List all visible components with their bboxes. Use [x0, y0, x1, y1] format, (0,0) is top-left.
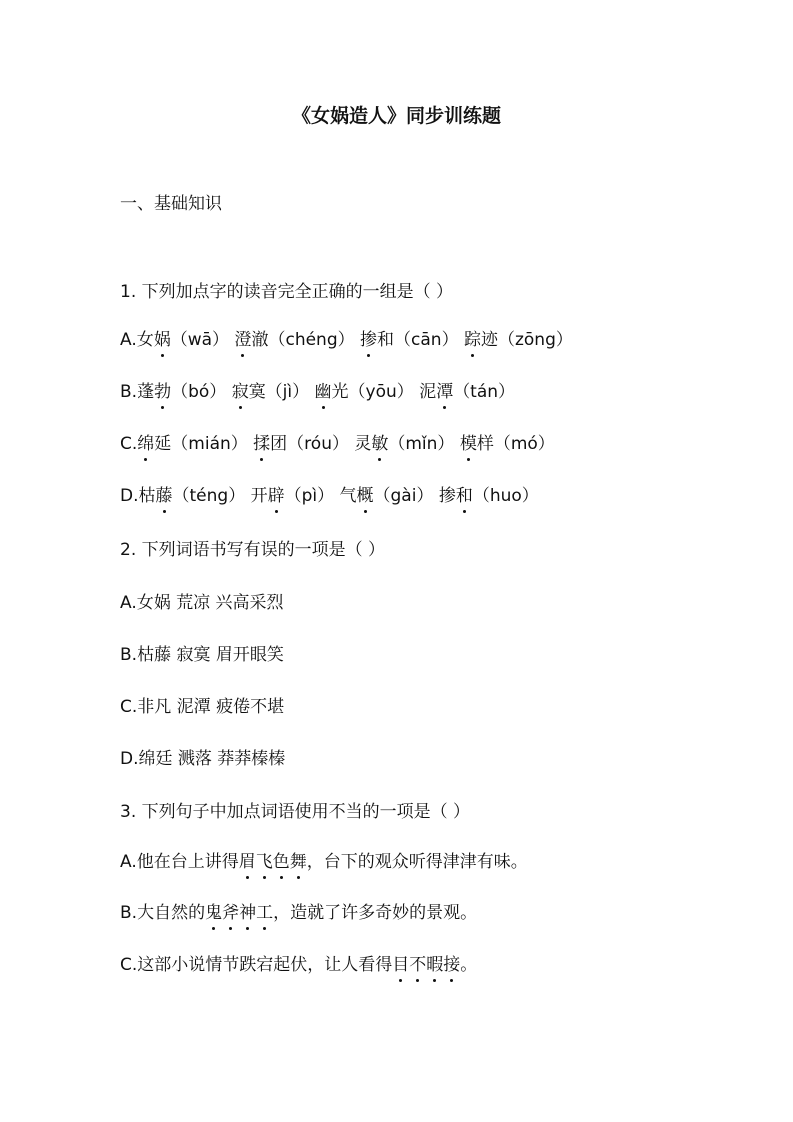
text-segment: 团（róu） 灵 — [270, 434, 372, 454]
text-segment: 2. 下列词语书写有误的一项是（ ） — [120, 540, 386, 560]
emphasized-character: 眉 — [239, 849, 256, 875]
text-segment: 寞（jì） — [248, 382, 315, 402]
text-segment: （huo） — [472, 486, 539, 506]
emphasized-character: 辟 — [268, 483, 285, 509]
text-segment: A.女娲 荒凉 兴高采烈 — [120, 593, 284, 613]
emphasized-character: 目 — [392, 952, 409, 978]
emphasized-character: 概 — [357, 483, 374, 509]
text-segment: ，造就了许多奇妙的景观。 — [273, 903, 478, 923]
document-title: 《女娲造人》同步训练题 — [291, 105, 501, 127]
emphasized-character: 舞 — [290, 849, 307, 875]
emphasized-character: 和 — [456, 483, 473, 509]
emphasized-character: 澄 — [234, 327, 251, 353]
question-3-option-c — [120, 952, 477, 978]
emphasized-character: 模 — [460, 431, 477, 457]
question-2-option-d — [120, 746, 285, 772]
emphasized-character: 幽 — [315, 379, 332, 405]
text-segment: B.大自然的 — [120, 903, 206, 923]
text-segment: （pì） 气 — [284, 486, 357, 506]
text-segment: 样（mó） — [476, 434, 555, 454]
text-segment: （mǐn） — [388, 434, 460, 454]
question-3-stem — [120, 799, 470, 825]
question-1-option-b — [120, 379, 515, 405]
emphasized-character: 潭 — [436, 379, 453, 405]
emphasized-character: 娲 — [154, 327, 171, 353]
emphasized-character: 色 — [273, 849, 290, 875]
emphasized-character: 藤 — [156, 483, 173, 509]
text-segment: （tán） — [453, 382, 516, 402]
question-2-option-c — [120, 694, 284, 720]
text-segment: 。 — [460, 955, 478, 975]
text-segment: B.蓬 — [120, 382, 155, 402]
text-segment: （gài） 掺 — [373, 486, 456, 506]
text-segment: D.枯 — [120, 486, 156, 506]
question-2-stem — [120, 537, 385, 563]
question-2-option-a — [120, 590, 284, 616]
emphasized-character: 掺 — [360, 327, 377, 353]
text-segment: 1. 下列加点字的读音完全正确的一组是（ ） — [120, 282, 454, 302]
text-segment: A.他在台上讲得 — [120, 852, 239, 872]
question-1-option-c — [120, 431, 555, 457]
emphasized-character: 绵 — [137, 431, 154, 457]
text-segment: 3. 下列句子中加点词语使用不当的一项是（ ） — [120, 802, 471, 822]
question-1-stem — [120, 279, 453, 305]
section-heading: 一、基础知识 — [120, 194, 222, 214]
text-segment: C. — [120, 434, 138, 454]
question-3-option-a — [120, 849, 528, 875]
emphasized-character: 敏 — [371, 431, 388, 457]
text-segment: 和（cān） — [377, 330, 464, 350]
text-segment: 延（mián） — [154, 434, 254, 454]
emphasized-character: 飞 — [256, 849, 273, 875]
emphasized-character: 鬼 — [205, 900, 222, 926]
emphasized-character: 工 — [256, 900, 273, 926]
text-segment: （wā） — [170, 330, 235, 350]
question-1-option-d — [120, 483, 539, 509]
text-segment: （téng） 开 — [172, 486, 268, 506]
emphasized-character: 踪 — [464, 327, 481, 353]
question-3-option-b — [120, 900, 477, 926]
text-segment: D.绵廷 溅落 莽莽榛榛 — [120, 749, 286, 769]
question-1-option-a — [120, 327, 573, 353]
emphasized-character: 接 — [443, 952, 460, 978]
question-2-option-b — [120, 642, 284, 668]
emphasized-character: 揉 — [253, 431, 270, 457]
text-segment: C.非凡 泥潭 疲倦不堪 — [120, 697, 285, 717]
text-segment: B.枯藤 寂寞 眉开眼笑 — [120, 645, 284, 665]
text-segment: C.这部小说情节跌宕起伏，让人看得 — [120, 955, 393, 975]
text-segment: 光（yōu） 泥 — [331, 382, 437, 402]
emphasized-character: 暇 — [426, 952, 443, 978]
text-segment: ，台下的观众听得津津有味。 — [306, 852, 528, 872]
emphasized-character: 神 — [239, 900, 256, 926]
text-segment: A.女 — [120, 330, 154, 350]
text-segment: 迹（zōng） — [480, 330, 573, 350]
text-segment: 澈（chéng） — [251, 330, 361, 350]
text-segment: （bó） — [171, 382, 232, 402]
emphasized-character: 不 — [409, 952, 426, 978]
emphasized-character: 勃 — [154, 379, 171, 405]
emphasized-character: 斧 — [222, 900, 239, 926]
emphasized-character: 寂 — [232, 379, 249, 405]
